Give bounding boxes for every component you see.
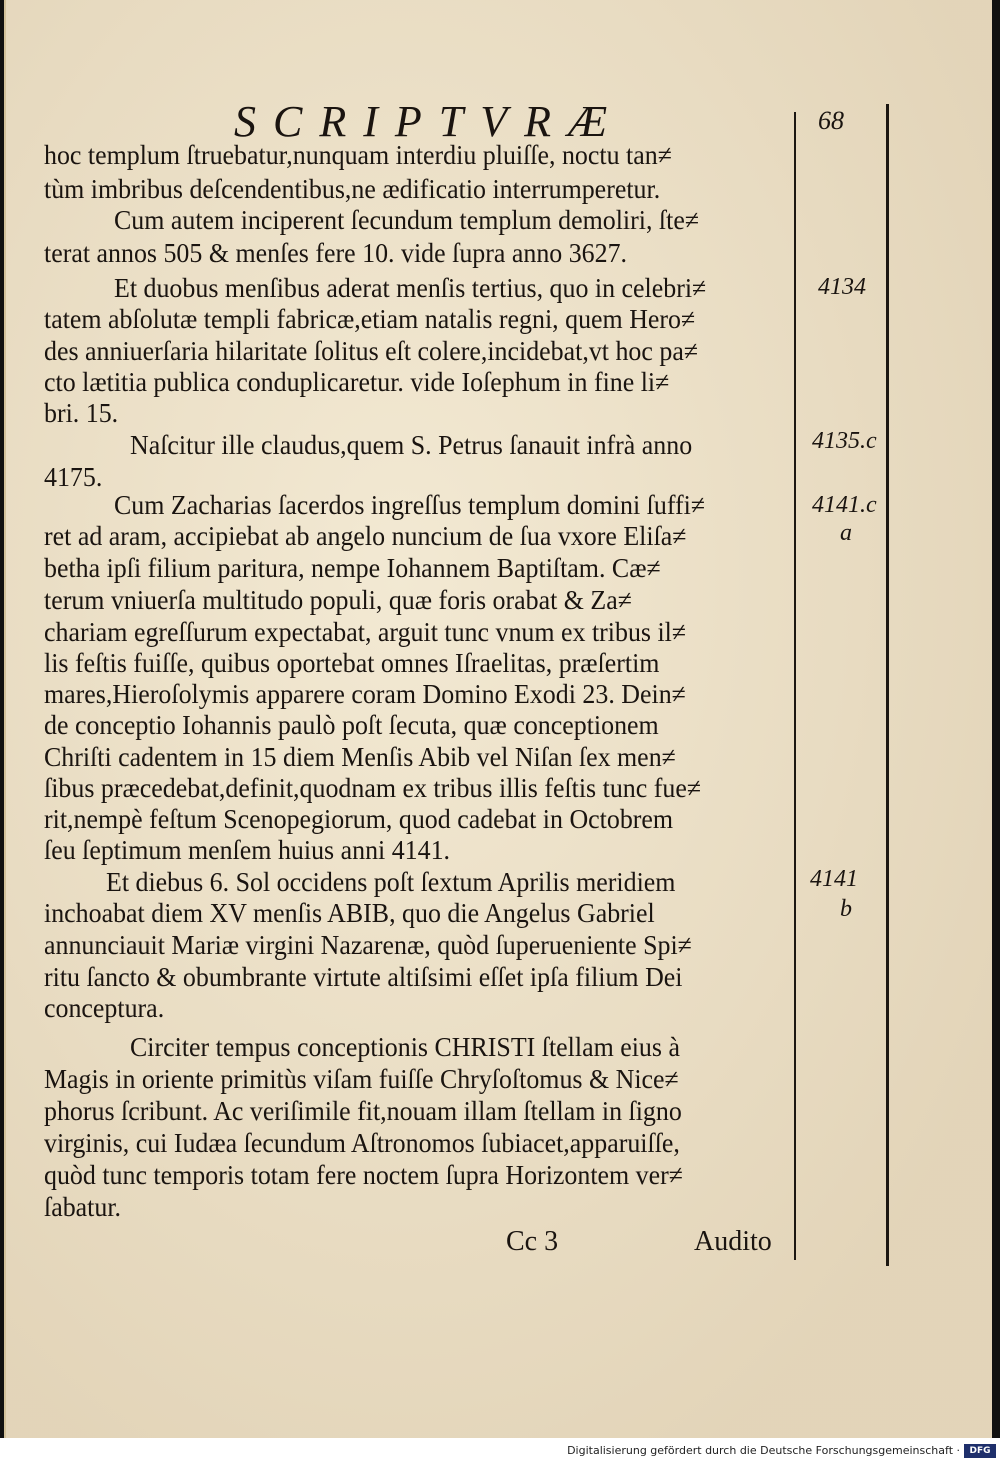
text-line: rit,nempè feſtum Scenopegiorum, quod cadebat in Octobrem — [44, 804, 674, 834]
text-line: Et diebus 6. Sol occidens poſt ſextum Aprilis meridiem — [106, 867, 676, 897]
text-line: ritu ſancto & obumbrante virtute altiſsimi eſſet ipſa filium Dei — [44, 962, 683, 992]
text-line: des anniuerſaria hilaritate ſolitus eſt colere,incidebat,vt hoc pa≠ — [44, 336, 699, 366]
page-number: 68 — [818, 106, 844, 135]
text-line: Chriſti cadentem in 15 diem Menſis Abib vel Niſan ſex men≠ — [44, 742, 676, 772]
text-line: tùm imbribus deſcendentibus,ne ædificatio interrumperetur. — [44, 174, 661, 204]
text-line: conceptura. — [44, 993, 165, 1023]
margin-note: a — [840, 520, 852, 546]
text-line: terum vniuerſa multitudo populi, quæ foris orabat & Za≠ — [44, 585, 632, 615]
text-line: bri. 15. — [44, 398, 119, 428]
text-line: 4175. — [44, 462, 103, 492]
text-line: betha ipſi filium paritura, nempe Iohannem Baptiſtam. Cæ≠ — [44, 553, 661, 583]
text-line: Cum Zacharias ſacerdos ingreſſus templum domini ſuffi≠ — [114, 490, 706, 520]
margin-note: b — [840, 896, 852, 922]
signature-mark: Cc 3 — [506, 1226, 559, 1257]
text-line: ret ad aram, accipiebat ab angelo nuncium de ſua vxore Eliſa≠ — [44, 521, 687, 551]
margin-note: 4135.c — [812, 428, 877, 454]
text-line: hoc templum ſtruebatur,nunquam interdiu pluiſſe, noctu tan≠ — [44, 140, 672, 170]
text-line: ſeu ſeptimum menſem huius anni 4141. — [44, 835, 451, 865]
text-line: quòd tunc temporis totam fere noctem ſupra Horizontem ver≠ — [44, 1160, 683, 1190]
text-line: ſibus præcedebat,definit,quodnam ex tribus illis feſtis tunc fue≠ — [44, 773, 702, 803]
text-line: de conceptio Iohannis paulò poſt ſecuta, quæ conceptionem — [44, 710, 659, 740]
text-line: mares,Hieroſolymis apparere coram Domino Exodi 23. Dein≠ — [44, 679, 686, 709]
text-line: virginis, cui Iudæa ſecundum Aſtronomos ſubiacet,apparuiſſe, — [44, 1128, 680, 1158]
text-line: Circiter tempus conceptionis CHRISTI ſtellam eius à — [130, 1032, 680, 1062]
catchword: Audito — [694, 1226, 772, 1257]
text-line: Et duobus menſibus aderat menſis tertius, quo in celebri≠ — [114, 273, 707, 303]
margin-notes — [808, 0, 898, 1464]
dfg-logo: DFG — [964, 1444, 996, 1458]
text-line: chariam egreſſurum expectabat, arguit tunc vnum ex tribus il≠ — [44, 617, 687, 647]
credit-text: Digitalisierung gefördert durch die Deutsche Forschungsgemeinschaft · — [567, 1444, 960, 1457]
text-line: ſabatur. — [44, 1192, 122, 1222]
text-line: inchoabat diem XV menſis ABIB, quo die Angelus Gabriel — [44, 898, 655, 928]
text-line: phorus ſcribunt. Ac veriſimile fit,nouam illam ſtellam in ſigno — [44, 1096, 682, 1126]
margin-note: 4141.c — [812, 492, 877, 518]
text-line: terat annos 505 & menſes fere 10. vide ſupra anno 3627. — [44, 238, 628, 268]
text-line: cto lætitia publica conduplicaretur. vide Ioſephum in fine li≠ — [44, 367, 670, 397]
text-line: Naſcitur ille claudus,quem S. Petrus ſanauit infrà anno — [130, 430, 693, 460]
digitization-credit — [0, 1438, 1000, 1464]
margin-rule-left — [794, 112, 796, 1260]
text-line: annunciauit Mariæ virgini Nazarenæ, quòd ſuperueniente Spi≠ — [44, 930, 692, 960]
margin-note: 4141 — [810, 866, 858, 892]
text-line: Cum autem inciperent ſecundum templum demoliri, ſte≠ — [114, 205, 700, 235]
text-line: tatem abſolutæ templi fabricæ,etiam natalis regni, quem Hero≠ — [44, 304, 696, 334]
margin-note: 4134 — [818, 274, 866, 300]
text-line: Magis in oriente primitùs viſam fuiſſe Chryſoſtomus & Nice≠ — [44, 1064, 679, 1094]
text-line: lis feſtis fuiſſe, quibus oportebat omnes Iſraelitas, præſertim — [44, 648, 660, 678]
book-page — [4, 0, 992, 1438]
running-header: SCRIPTVRÆ — [234, 97, 625, 146]
